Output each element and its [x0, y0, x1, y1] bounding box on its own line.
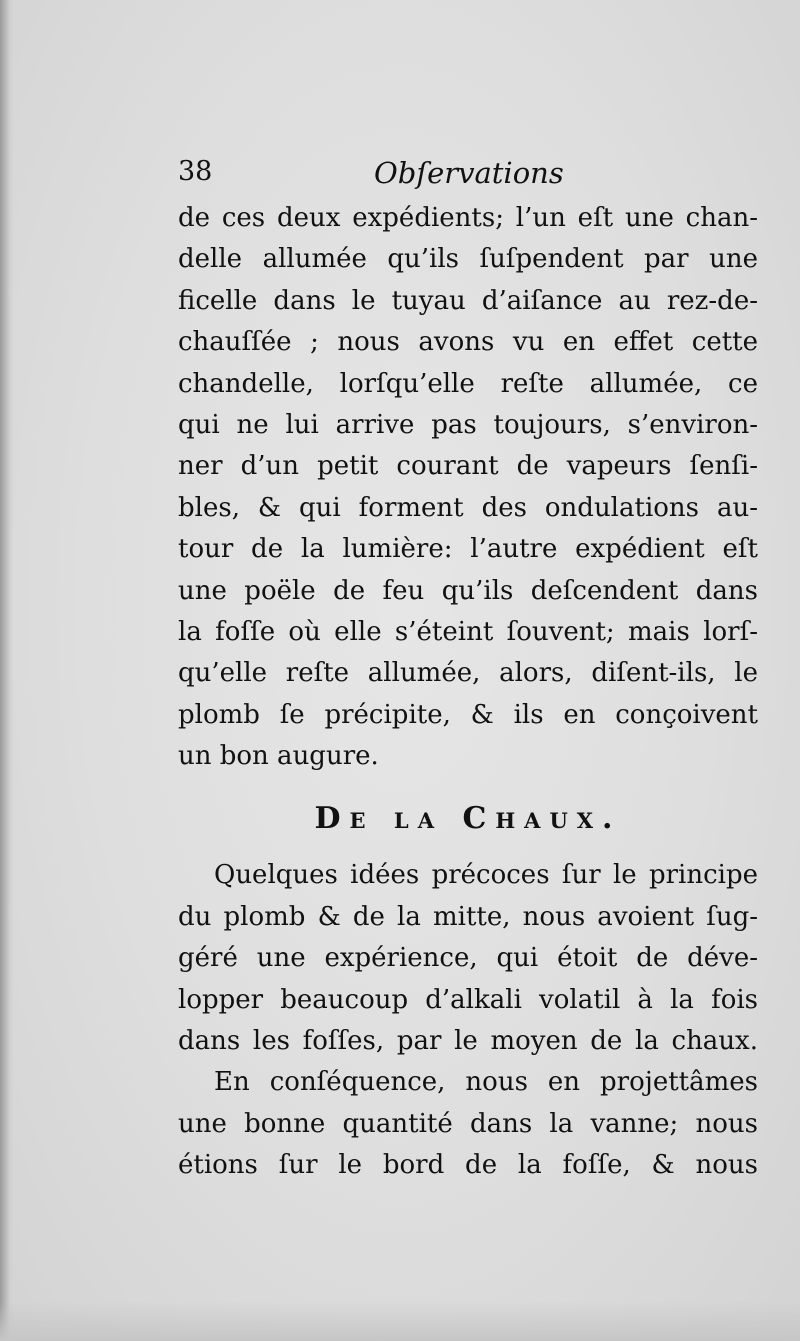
- page-edge-shade: [0, 1301, 800, 1341]
- text-line: une poële de feu qu’ils deſcendent dans: [178, 575, 758, 606]
- text-block: [178, 146, 758, 1187]
- text-line: une bonne quantité dans la vanne; nous: [178, 1108, 758, 1139]
- text-line: ner d’un petit courant de vapeurs ſenſi-: [178, 451, 758, 482]
- text-line: du plomb & de la mitte, nous avoient ſug-: [178, 901, 758, 932]
- running-head: Obſervations: [374, 156, 564, 190]
- text-line: qu’elle reſte allumée, alors, diſent-ils, le: [178, 658, 758, 689]
- text-line: delle allumée qu’ils ſuſpendent par une: [178, 244, 758, 275]
- text-line: de ces deux expédients; l’un eſt une chan-: [178, 203, 758, 233]
- page-number: 38: [178, 156, 213, 187]
- text-line: chauſſée ; nous avons vu en effet cette: [178, 327, 758, 358]
- text-line: ficelle dans le tuyau d’aiſance au rez-de-: [178, 285, 758, 316]
- text-line: la foſſe où elle s’éteint ſouvent; mais lorſ-: [178, 616, 758, 647]
- text-line: étions ſur le bord de la foſſe, & nous: [178, 1150, 758, 1181]
- paragraph-1: [178, 198, 758, 777]
- section-heading: De la Chaux.: [314, 801, 622, 837]
- text-line: un bon augure.: [178, 741, 379, 772]
- paragraph-2: [178, 855, 758, 1062]
- text-line: En conſéquence, nous en projettâmes: [214, 1067, 758, 1098]
- binding-shadow: [0, 0, 14, 1341]
- paragraph-3: [178, 1062, 758, 1186]
- text-line: bles, & qui forment des ondulations au-: [178, 492, 758, 523]
- text-line: qui ne lui arrive pas toujours, s’environ-: [178, 409, 758, 440]
- text-line: dans les foſſes, par le moyen de la chaux.: [178, 1026, 758, 1057]
- text-line: Quelques idées précoces ſur le principe: [214, 860, 758, 891]
- page-header: [178, 146, 758, 198]
- text-line: tour de la lumière: l’autre expédient eſt: [178, 534, 758, 565]
- text-line: géré une expérience, qui étoit de déve-: [178, 943, 758, 974]
- text-line: plomb ſe précipite, & ils en conçoivent: [178, 699, 758, 730]
- text-line: lopper beaucoup d’alkali volatil à la fois: [178, 984, 758, 1015]
- text-line: chandelle, lorſqu’elle reſte allumée, ce: [178, 368, 758, 399]
